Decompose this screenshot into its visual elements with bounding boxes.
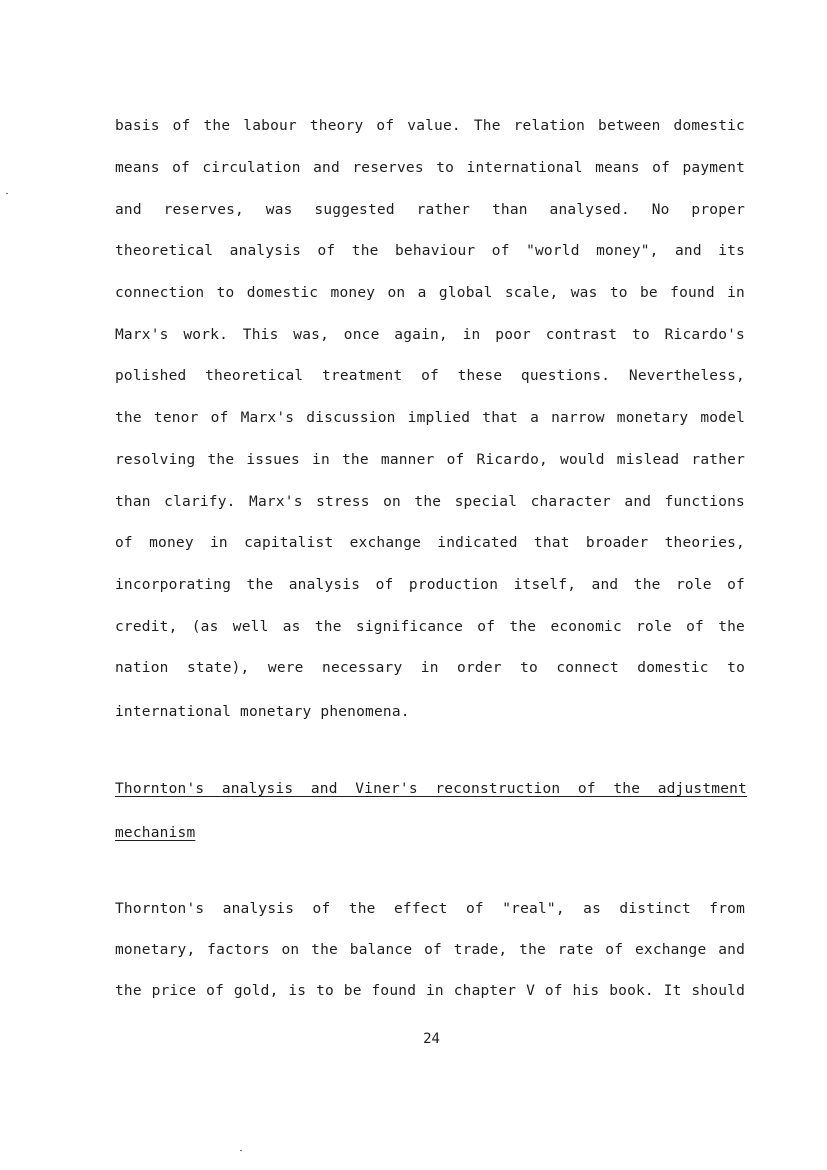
scan-speck xyxy=(240,1150,242,1151)
paragraph-line: connection to domestic money on a global scale, was to be found in xyxy=(115,285,745,301)
paragraph-line: polished theoretical treatment of these questions. Nevertheless, xyxy=(115,368,745,384)
paragraph-line: nation state), were necessary in order to connect domestic to xyxy=(115,660,745,676)
paragraph-line: international monetary phenomena. xyxy=(115,704,410,720)
paragraph-line: theoretical analysis of the behaviour of "world money", and its xyxy=(115,243,745,259)
paragraph-line: incorporating the analysis of production itself, and the role of xyxy=(115,577,745,593)
scan-speck xyxy=(6,193,8,194)
paragraph-line: monetary, factors on the balance of trade, the rate of exchange and xyxy=(115,942,745,958)
heading-line: Thornton's analysis and Viner's reconstruction of the adjustment xyxy=(115,781,747,797)
paragraph-line: the tenor of Marx's discussion implied that a narrow monetary model xyxy=(115,410,745,426)
paragraph-line: basis of the labour theory of value. The relation between domestic xyxy=(115,118,745,134)
paragraph-line: of money in capitalist exchange indicated that broader theories, xyxy=(115,535,745,551)
heading-line: mechanism xyxy=(115,825,196,841)
paragraph-line: means of circulation and reserves to international means of payment xyxy=(115,160,745,176)
paragraph-line: Marx's work. This was, once again, in poor contrast to Ricardo's xyxy=(115,327,745,343)
paragraph-line: Thornton's analysis of the effect of "real", as distinct from xyxy=(115,901,745,917)
paragraph-line: and reserves, was suggested rather than analysed. No proper xyxy=(115,202,745,218)
page-number: 24 xyxy=(423,1031,440,1047)
paragraph-line: the price of gold, is to be found in chapter V of his book. It should xyxy=(115,983,745,999)
paragraph-line: resolving the issues in the manner of Ricardo, would mislead rather xyxy=(115,452,745,468)
paragraph-line: credit, (as well as the significance of the economic role of the xyxy=(115,619,745,635)
paragraph-line: than clarify. Marx's stress on the special character and functions xyxy=(115,494,745,510)
